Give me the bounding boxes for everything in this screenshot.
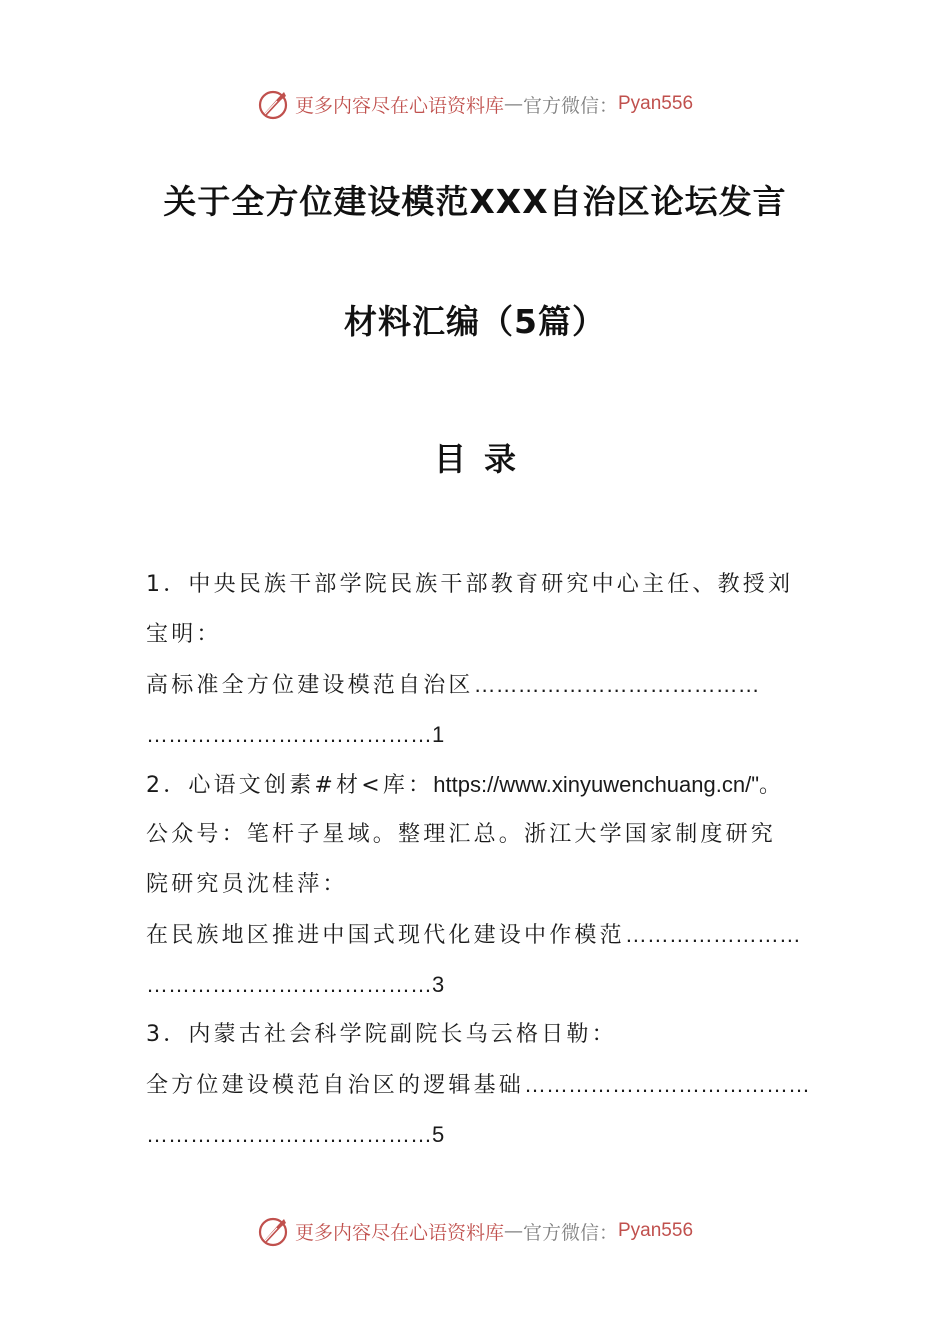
footer-banner [0,1211,950,1251]
toc-line-2: 宝明： [146,622,222,647]
toc-entry-3-title: 全方位建设模范自治区的逻辑基础 [146,1073,525,1098]
table-of-contents [146,566,811,1166]
footer-banner-separator: — [503,1220,523,1242]
toc-entry-2-title: 在民族地区推进中国式现代化建设中作模范 [146,923,625,948]
toc-line-8[interactable] [146,916,806,966]
toc-entry-2-url[interactable]: https://www.xinyuwenchuang.cn/"。 [433,772,782,797]
toc-entry-2-prefix: 2．心语文创素#材<库： [146,773,434,798]
banner-label: 官方微信： [522,94,618,117]
toc-entry-1-title: 高标准全方位建设模范自治区 [146,673,474,698]
toc-line-12 [146,1116,806,1166]
toc-entry-1-leader: ………………………………… [473,672,760,697]
toc-entry-3-page: …………………………………5 [146,1122,445,1147]
footer-banner-wechat-id: Pyan556 [618,1220,694,1241]
banner-wechat-id: Pyan556 [618,93,694,114]
toc-entry-2-page: …………………………………3 [146,972,445,997]
banner-separator: — [503,93,523,115]
toc-heading: 目录 [433,440,534,478]
toc-entry-1-page: …………………………………1 [146,722,445,747]
document-title-line-2: 材料汇编（5篇） [344,302,606,341]
footer-banner-label: 官方微信： [522,1221,618,1244]
toc-entry-3-leader: ………………………………… [524,1072,811,1097]
header-banner [0,84,950,124]
toc-line-5 [146,766,806,816]
banner-text: 更多内容尽在心语资料库 [294,94,504,117]
toc-line-6: 公众号：笔杆子星域。整理汇总。浙江大学国家制度研究 [146,822,777,847]
toc-line-9 [146,966,806,1016]
toc-line-1: 1．中央民族干部学院民族干部教育研究中心主任、教授刘 [146,572,794,597]
toc-line-7: 院研究员沈桂萍： [146,872,348,897]
toc-line-4 [146,716,806,766]
toc-line-11[interactable] [146,1066,811,1116]
quill-logo-icon [257,87,291,121]
document-title-line-1: 关于全方位建设模范XXX自治区论坛发言 [163,182,787,221]
toc-entry-2-leader: …………………… [624,922,801,947]
toc-line-3[interactable] [146,666,806,716]
quill-logo-icon [257,1214,291,1248]
footer-banner-text: 更多内容尽在心语资料库 [294,1221,504,1244]
toc-line-10: 3．内蒙古社会科学院副院长乌云格日勒： [146,1022,617,1047]
